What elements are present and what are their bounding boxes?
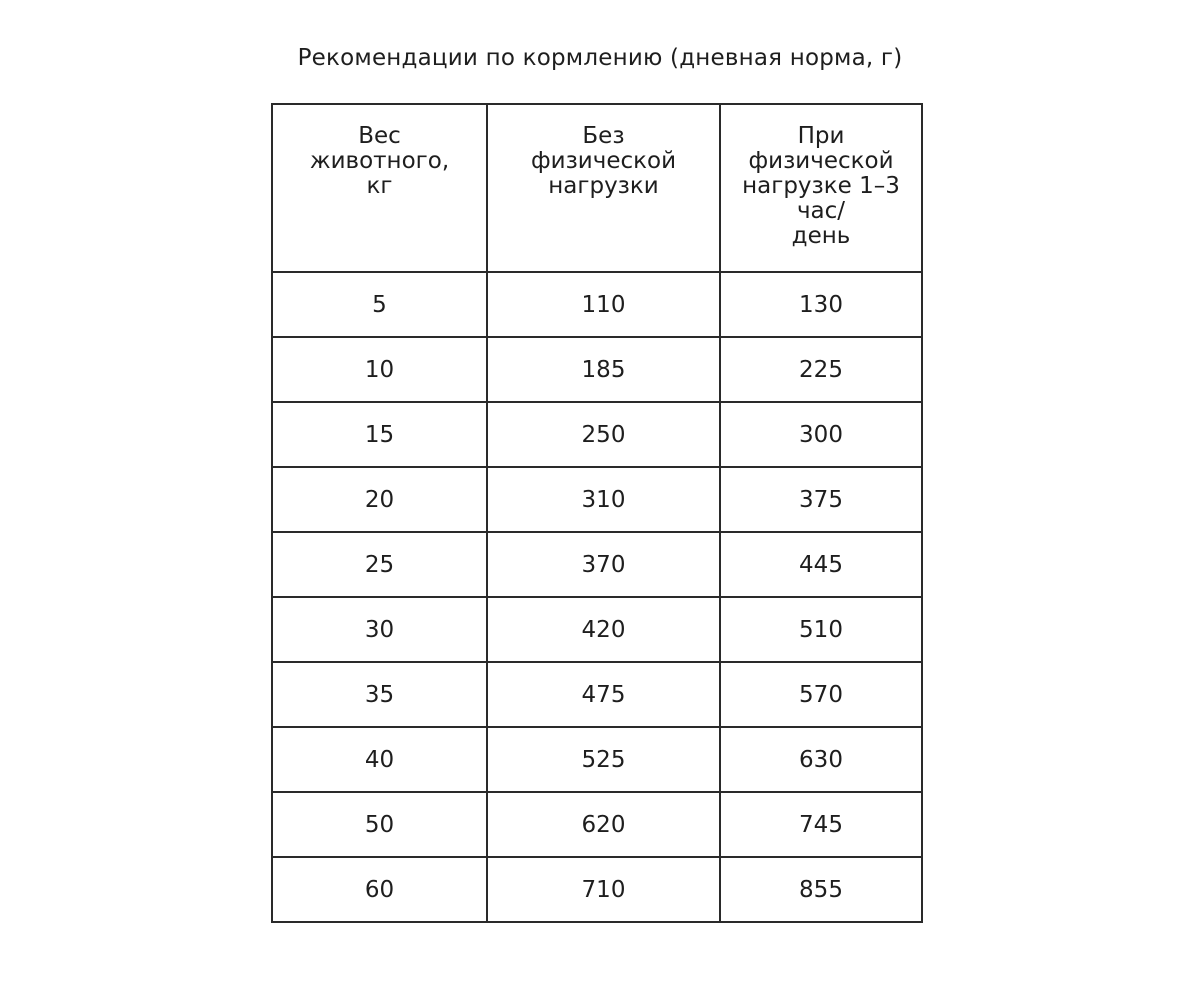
table-row bbox=[272, 402, 922, 467]
with-activity-cell: 745 bbox=[720, 792, 922, 857]
with-activity-cell: 855 bbox=[720, 857, 922, 922]
header-with-activity: При физической нагрузке 1–3 час/ день bbox=[720, 104, 922, 272]
with-activity-cell: 445 bbox=[720, 532, 922, 597]
table-row bbox=[272, 337, 922, 402]
table-row bbox=[272, 467, 922, 532]
with-activity-cell: 570 bbox=[720, 662, 922, 727]
no-activity-cell: 475 bbox=[487, 662, 720, 727]
with-activity-cell: 225 bbox=[720, 337, 922, 402]
weight-cell: 5 bbox=[272, 272, 487, 337]
weight-cell: 20 bbox=[272, 467, 487, 532]
table-row bbox=[272, 727, 922, 792]
weight-cell: 60 bbox=[272, 857, 487, 922]
weight-cell: 15 bbox=[272, 402, 487, 467]
table-row bbox=[272, 597, 922, 662]
no-activity-cell: 620 bbox=[487, 792, 720, 857]
weight-cell: 25 bbox=[272, 532, 487, 597]
no-activity-cell: 185 bbox=[487, 337, 720, 402]
no-activity-cell: 250 bbox=[487, 402, 720, 467]
table-row bbox=[272, 662, 922, 727]
with-activity-cell: 510 bbox=[720, 597, 922, 662]
table-row bbox=[272, 532, 922, 597]
with-activity-cell: 300 bbox=[720, 402, 922, 467]
feeding-table bbox=[271, 103, 923, 923]
weight-cell: 35 bbox=[272, 662, 487, 727]
weight-cell: 30 bbox=[272, 597, 487, 662]
header-no-activity: Без физической нагрузки bbox=[487, 104, 720, 272]
table-row bbox=[272, 792, 922, 857]
with-activity-cell: 130 bbox=[720, 272, 922, 337]
no-activity-cell: 525 bbox=[487, 727, 720, 792]
table-title: Рекомендации по кормлению (дневная норма, г) bbox=[297, 45, 903, 71]
no-activity-cell: 420 bbox=[487, 597, 720, 662]
header-weight: Вес животного, кг bbox=[272, 104, 487, 272]
weight-cell: 10 bbox=[272, 337, 487, 402]
no-activity-cell: 110 bbox=[487, 272, 720, 337]
table-header-row bbox=[272, 104, 922, 272]
table-row bbox=[272, 272, 922, 337]
weight-cell: 50 bbox=[272, 792, 487, 857]
with-activity-cell: 375 bbox=[720, 467, 922, 532]
no-activity-cell: 370 bbox=[487, 532, 720, 597]
with-activity-cell: 630 bbox=[720, 727, 922, 792]
no-activity-cell: 310 bbox=[487, 467, 720, 532]
weight-cell: 40 bbox=[272, 727, 487, 792]
no-activity-cell: 710 bbox=[487, 857, 720, 922]
table-row bbox=[272, 857, 922, 922]
